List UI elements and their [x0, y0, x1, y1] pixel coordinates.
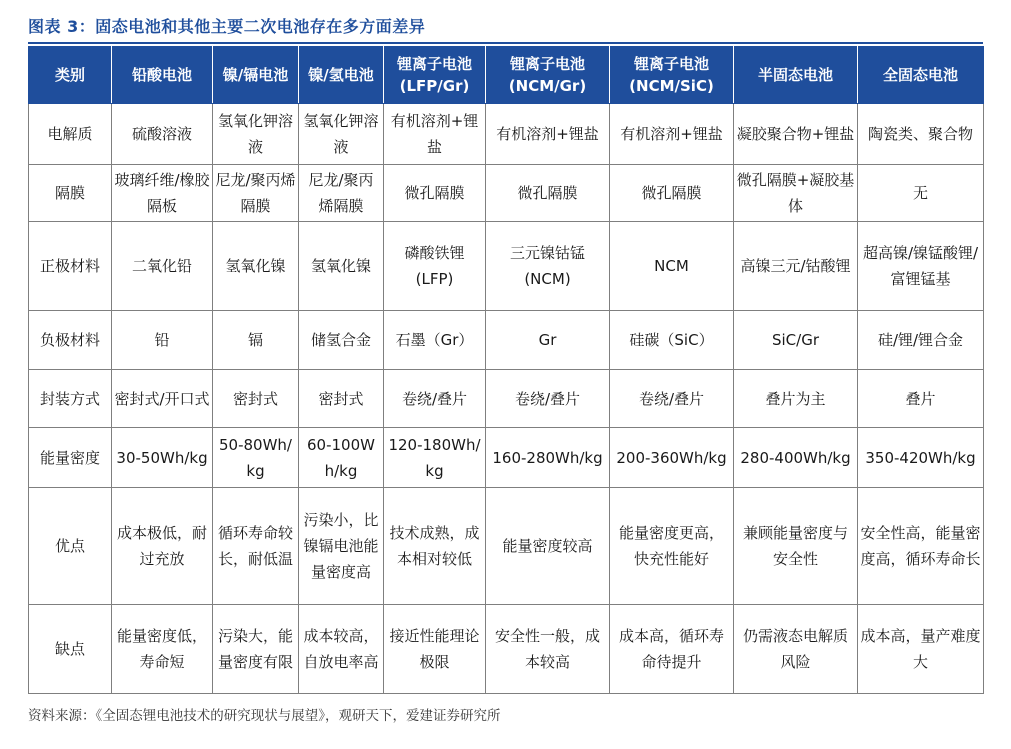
table-cell: 有机溶剂+锂盐 [610, 104, 734, 165]
table-cell: 镉 [213, 311, 299, 370]
title-divider [28, 42, 983, 44]
table-row [29, 311, 984, 370]
table-cell: 尼龙/聚丙烯隔膜 [299, 165, 384, 222]
table-cell: 密封式 [299, 370, 384, 428]
row-label: 电解质 [29, 104, 112, 165]
table-cell: 有机溶剂+锂盐 [486, 104, 610, 165]
table-cell: 铅 [112, 311, 213, 370]
table-cell: 叠片 [858, 370, 984, 428]
header-cell: 镍/镉电池 [213, 47, 299, 104]
table-cell: 微孔隔膜 [384, 165, 486, 222]
table-cell: 微孔隔膜 [610, 165, 734, 222]
table-cell: 能量密度低，寿命短 [112, 605, 213, 694]
header-cell: 锂离子电池 (NCM/Gr) [486, 47, 610, 104]
table-cell: 密封式 [213, 370, 299, 428]
table-cell: 350-420Wh/kg [858, 428, 984, 488]
table-cell: 硫酸溶液 [112, 104, 213, 165]
header-cell: 锂离子电池 (LFP/Gr) [384, 47, 486, 104]
table-cell: 成本较高，自放电率高 [299, 605, 384, 694]
table-cell: NCM [610, 222, 734, 311]
header-row [29, 47, 984, 104]
table-cell: 高镍三元/钴酸锂 [734, 222, 858, 311]
table-cell: 陶瓷类、聚合物 [858, 104, 984, 165]
table-cell: 微孔隔膜 [486, 165, 610, 222]
row-label: 负极材料 [29, 311, 112, 370]
table-cell: 卷绕/叠片 [486, 370, 610, 428]
table-row [29, 605, 984, 694]
table-row [29, 165, 984, 222]
table-cell: 叠片为主 [734, 370, 858, 428]
table-cell: 有机溶剂+锂盐 [384, 104, 486, 165]
table-row [29, 370, 984, 428]
table-cell: SiC/Gr [734, 311, 858, 370]
table-cell: 循环寿命较长，耐低温 [213, 488, 299, 605]
table-cell: 氢氧化钾溶液 [213, 104, 299, 165]
row-label: 缺点 [29, 605, 112, 694]
table-cell: 160-280Wh/kg [486, 428, 610, 488]
table-cell: 120-180Wh/kg [384, 428, 486, 488]
row-label: 优点 [29, 488, 112, 605]
table-cell: 无 [858, 165, 984, 222]
table-cell: 储氢合金 [299, 311, 384, 370]
row-label: 能量密度 [29, 428, 112, 488]
table-cell: 氢氧化钾溶液 [299, 104, 384, 165]
table-row [29, 428, 984, 488]
table-cell: 成本高，量产难度大 [858, 605, 984, 694]
table-cell: 石墨（Gr） [384, 311, 486, 370]
table-cell: 微孔隔膜+凝胶基体 [734, 165, 858, 222]
header-cell: 镍/氢电池 [299, 47, 384, 104]
row-label: 隔膜 [29, 165, 112, 222]
table-cell: 安全性一般，成本较高 [486, 605, 610, 694]
table-cell: 成本极低，耐过充放 [112, 488, 213, 605]
header-cell: 类别 [29, 47, 112, 104]
table-cell: 污染大，能量密度有限 [213, 605, 299, 694]
table-row [29, 222, 984, 311]
table-cell: 仍需液态电解质风险 [734, 605, 858, 694]
table-cell: 能量密度较高 [486, 488, 610, 605]
table-cell: 卷绕/叠片 [610, 370, 734, 428]
header-cell: 全固态电池 [858, 47, 984, 104]
table-cell: 玻璃纤维/橡胶隔板 [112, 165, 213, 222]
table-cell: 兼顾能量密度与安全性 [734, 488, 858, 605]
table-cell: 凝胶聚合物+锂盐 [734, 104, 858, 165]
table-cell: 50-80Wh/kg [213, 428, 299, 488]
table-cell: 60-100Wh/kg [299, 428, 384, 488]
table-cell: 接近性能理论极限 [384, 605, 486, 694]
header-cell: 半固态电池 [734, 47, 858, 104]
table-cell: 污染小，比镍镉电池能量密度高 [299, 488, 384, 605]
source-note: 资料来源：《全固态锂电池技术的研究现状与展望》，观研天下，爱建证券研究所 [28, 708, 501, 724]
table-cell: 尼龙/聚丙烯隔膜 [213, 165, 299, 222]
header-cell: 铅酸电池 [112, 47, 213, 104]
table-cell: 三元镍钴锰 (NCM) [486, 222, 610, 311]
figure-title: 图表 3：固态电池和其他主要二次电池存在多方面差异 [28, 17, 426, 36]
comparison-table [28, 46, 984, 694]
table-cell: 技术成熟，成本相对较低 [384, 488, 486, 605]
table-cell: 磷酸铁锂 (LFP) [384, 222, 486, 311]
table-cell: 安全性高，能量密度高，循环寿命长 [858, 488, 984, 605]
row-label: 正极材料 [29, 222, 112, 311]
table-cell: 30-50Wh/kg [112, 428, 213, 488]
table-cell: 氢氧化镍 [213, 222, 299, 311]
table-cell: 280-400Wh/kg [734, 428, 858, 488]
table-cell: 氢氧化镍 [299, 222, 384, 311]
table-cell: 卷绕/叠片 [384, 370, 486, 428]
table-cell: Gr [486, 311, 610, 370]
table-cell: 能量密度更高，快充性能好 [610, 488, 734, 605]
table-cell: 成本高，循环寿命待提升 [610, 605, 734, 694]
header-cell: 锂离子电池 (NCM/SiC) [610, 47, 734, 104]
table-row [29, 488, 984, 605]
table-row [29, 104, 984, 165]
table-cell: 密封式/开口式 [112, 370, 213, 428]
row-label: 封装方式 [29, 370, 112, 428]
table-cell: 200-360Wh/kg [610, 428, 734, 488]
table-cell: 超高镍/镍锰酸锂/富锂锰基 [858, 222, 984, 311]
table-cell: 二氧化铅 [112, 222, 213, 311]
table-cell: 硅/锂/锂合金 [858, 311, 984, 370]
table-cell: 硅碳（SiC） [610, 311, 734, 370]
